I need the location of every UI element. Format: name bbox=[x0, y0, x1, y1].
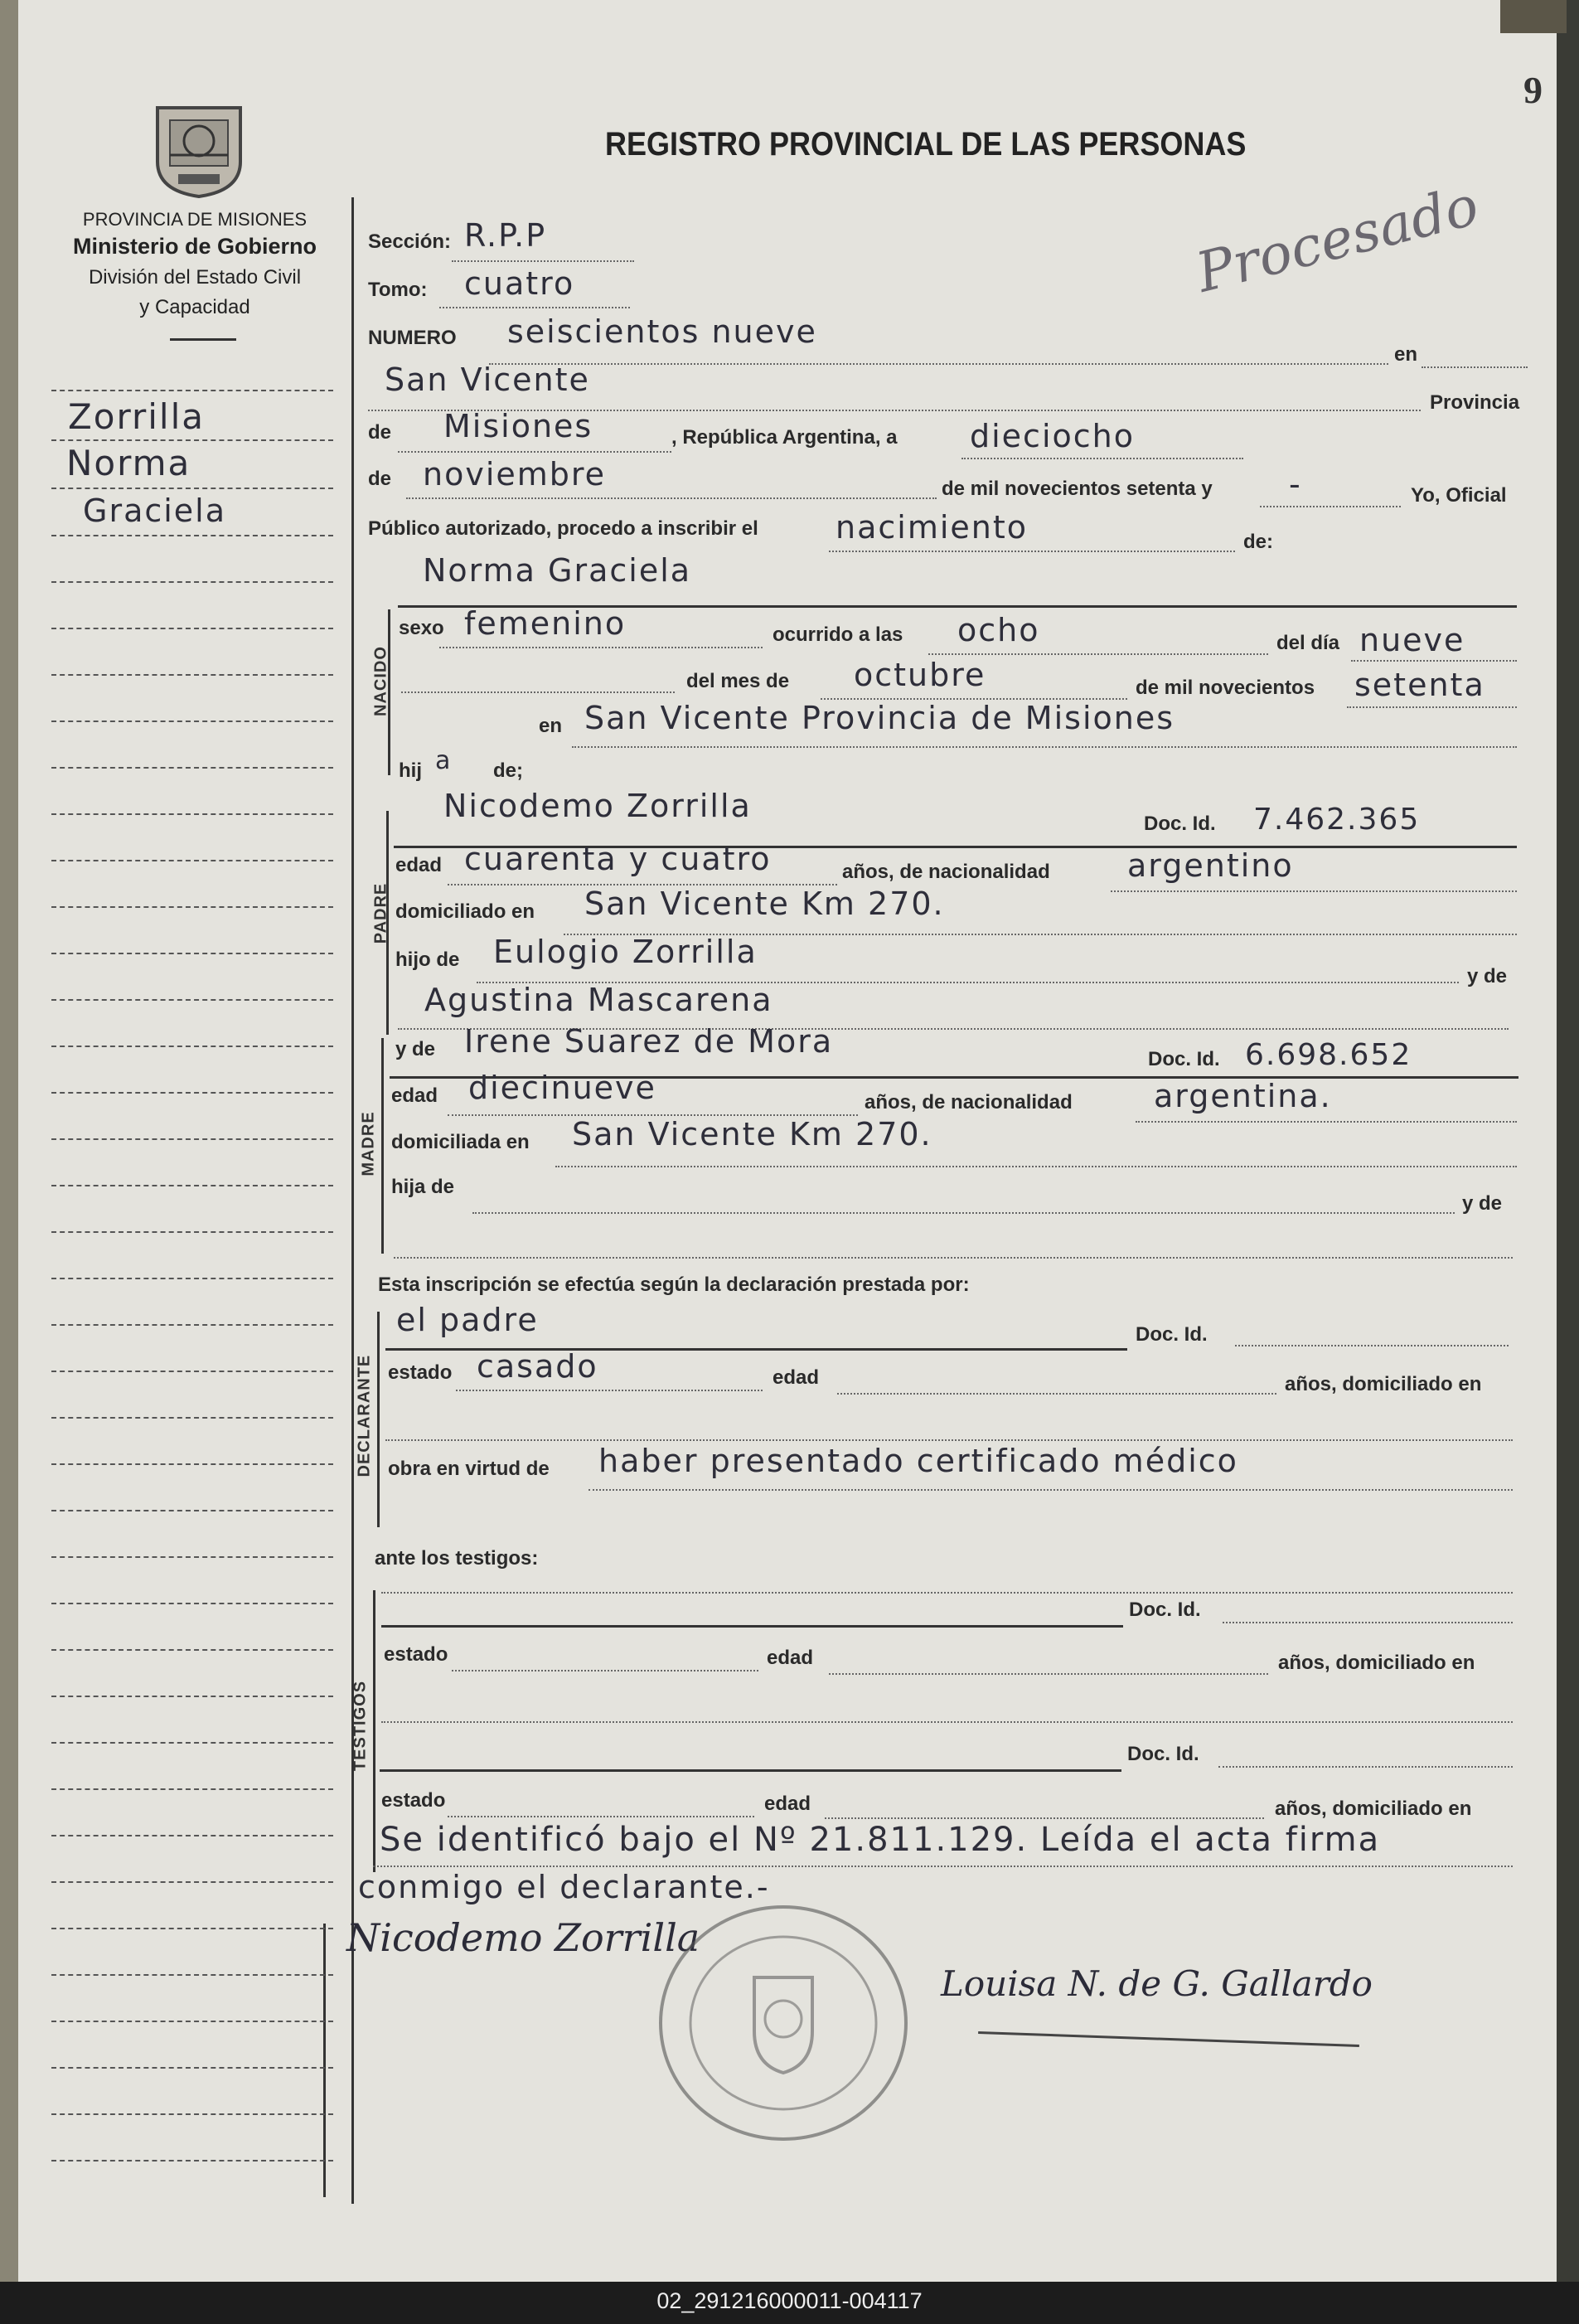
margin-line bbox=[51, 1556, 333, 1558]
processed-annotation: Procesado bbox=[1189, 173, 1485, 305]
value-nombre: Norma Graciela bbox=[423, 552, 692, 589]
line-en bbox=[1422, 366, 1528, 368]
testigos-bracket bbox=[373, 1590, 375, 1872]
org-capacidad: y Capacidad bbox=[139, 296, 250, 318]
value-lugar-nac: San Vicente Provincia de Misiones bbox=[584, 700, 1175, 736]
margin-line bbox=[51, 2067, 333, 2069]
margin-line bbox=[51, 1092, 333, 1094]
line-sexo bbox=[439, 647, 763, 648]
margin-line bbox=[51, 1696, 333, 1697]
line-numero bbox=[489, 363, 1388, 365]
label-del-mes: del mes de bbox=[686, 670, 790, 692]
coat-of-arms-icon bbox=[149, 95, 249, 199]
line-mes-acta bbox=[406, 497, 937, 499]
org-block bbox=[50, 211, 340, 318]
value-anio: setenta bbox=[1354, 667, 1485, 703]
value-padre-dom: San Vicente Km 270. bbox=[584, 885, 945, 922]
line-provincia bbox=[398, 451, 671, 453]
label-hija-de: hija de bbox=[391, 1176, 455, 1198]
label-hija: hij bbox=[399, 759, 422, 782]
label-declaracion: Esta inscripción se efectúa según la declaración prestada por: bbox=[378, 1274, 970, 1296]
margin-line bbox=[51, 2113, 333, 2115]
line-decl-doc bbox=[1235, 1345, 1509, 1346]
margin-line bbox=[51, 2160, 333, 2161]
org-underline bbox=[170, 338, 236, 341]
line-madre-dom bbox=[555, 1166, 1517, 1167]
value-provincia: Misiones bbox=[443, 408, 593, 444]
label-test1-estado: estado bbox=[384, 1643, 448, 1666]
margin-line bbox=[51, 720, 333, 722]
label-test2-edad: edad bbox=[764, 1793, 811, 1815]
label-test2-estado: estado bbox=[381, 1789, 446, 1812]
margin-line bbox=[51, 535, 333, 536]
value-mes-acta: noviembre bbox=[423, 456, 607, 492]
value-abuelo: Eulogio Zorrilla bbox=[493, 934, 758, 970]
line-dia-acta bbox=[961, 458, 1243, 459]
label-test1-edad: edad bbox=[767, 1647, 814, 1669]
line-tipo bbox=[829, 551, 1235, 552]
line-madre-nac bbox=[1136, 1121, 1517, 1123]
label-de-mil: de mil novecientos setenta y bbox=[942, 478, 1213, 500]
label-ocurrido: ocurrido a las bbox=[773, 623, 903, 646]
label-y-de: y de bbox=[1467, 965, 1508, 987]
line-padre-nac bbox=[1111, 890, 1517, 892]
margin-line bbox=[51, 1138, 333, 1140]
line-test2-edad bbox=[825, 1817, 1264, 1819]
book-corner bbox=[1500, 0, 1567, 33]
label-yo-oficial: Yo, Oficial bbox=[1411, 484, 1507, 507]
value-madre-doc: 6.698.652 bbox=[1245, 1038, 1412, 1072]
margin-line bbox=[51, 390, 333, 391]
margin-divider bbox=[351, 197, 354, 2204]
org-ministry: Ministerio de Gobierno bbox=[72, 234, 317, 259]
label-de-mil2: de mil novecientos bbox=[1136, 677, 1315, 699]
value-padre-nombre: Nicodemo Zorrilla bbox=[443, 788, 752, 824]
margin-line bbox=[51, 1928, 333, 1929]
label-padre-doc: Doc. Id. bbox=[1144, 813, 1216, 835]
value-tipo: nacimiento bbox=[836, 509, 1029, 546]
label-de-semi: de; bbox=[493, 759, 523, 782]
margin-line bbox=[51, 1371, 333, 1372]
page-title: REGISTRO PROVINCIAL DE LAS PERSONAS bbox=[605, 126, 1247, 163]
line-seccion bbox=[452, 260, 634, 262]
margin-line bbox=[51, 1603, 333, 1604]
label-madre-yde2: y de bbox=[1462, 1192, 1503, 1215]
margin-line bbox=[51, 488, 333, 489]
madre-bracket bbox=[381, 1038, 384, 1254]
value-mes: octubre bbox=[854, 657, 986, 693]
line-test1-edad bbox=[829, 1673, 1268, 1675]
label-obra: obra en virtud de bbox=[388, 1458, 550, 1480]
label-padre-nac: años, de nacionalidad bbox=[842, 861, 1050, 883]
book-binding bbox=[0, 0, 18, 2282]
line-testigo-pre bbox=[381, 1592, 1513, 1594]
value-madre-dom: San Vicente Km 270. bbox=[572, 1116, 932, 1152]
value-padre-edad: cuarenta y cuatro bbox=[464, 841, 772, 877]
value-obra: haber presentado certificado médico bbox=[598, 1443, 1238, 1479]
margin-line bbox=[51, 1324, 333, 1326]
line-obra bbox=[588, 1489, 1513, 1491]
org-division: División del Estado Civil bbox=[88, 266, 302, 289]
margin-line bbox=[51, 953, 333, 954]
rule-test2 bbox=[380, 1769, 1121, 1772]
label-test1-doc: Doc. Id. bbox=[1129, 1599, 1201, 1621]
label-padre-dom: domiciliado en bbox=[395, 900, 535, 923]
margin-line bbox=[51, 1649, 333, 1651]
value-padre-doc: 7.462.365 bbox=[1253, 803, 1421, 837]
line-tomo bbox=[439, 307, 630, 308]
signature-declarante: Nicodemo Zorrilla bbox=[346, 1915, 700, 1960]
label-de-colon: de: bbox=[1243, 531, 1273, 553]
line-hora bbox=[928, 653, 1268, 655]
margin-line bbox=[51, 813, 333, 815]
label-madre-edad: edad bbox=[391, 1084, 438, 1107]
value-hora: ocho bbox=[957, 612, 1040, 648]
line-test1-estado bbox=[452, 1670, 758, 1671]
section-label-nacido: NACIDO bbox=[371, 646, 390, 716]
value-abuela: Agustina Mascarena bbox=[424, 982, 773, 1018]
section-label-madre: MADRE bbox=[359, 1111, 378, 1177]
section-label-declarante: DECLARANTE bbox=[355, 1354, 374, 1477]
official-stamp-icon bbox=[651, 1886, 916, 2152]
value-padre-nac: argentino bbox=[1127, 847, 1294, 884]
margin-divider-lower bbox=[323, 1924, 326, 2197]
label-de-mes: de bbox=[368, 468, 392, 490]
label-decl-doc: Doc. Id. bbox=[1136, 1323, 1208, 1346]
value-madre-edad: diecinueve bbox=[468, 1070, 656, 1106]
label-numero: NUMERO bbox=[368, 327, 457, 349]
margin-line bbox=[51, 1881, 333, 1883]
margin-line bbox=[51, 1417, 333, 1419]
line-test2-estado bbox=[448, 1816, 754, 1817]
margin-line bbox=[51, 1788, 333, 1790]
margin-line bbox=[51, 999, 333, 1001]
label-de: de bbox=[368, 421, 392, 444]
value-lugar: San Vicente bbox=[385, 361, 590, 398]
margin-line bbox=[51, 1046, 333, 1047]
label-madre-doc: Doc. Id. bbox=[1148, 1048, 1220, 1070]
label-test2-dom: años, domiciliado en bbox=[1275, 1798, 1472, 1820]
line-note1 bbox=[373, 1866, 1513, 1867]
margin-firstname: Norma bbox=[66, 443, 191, 483]
label-test1-dom: años, domiciliado en bbox=[1278, 1652, 1475, 1674]
value-sexo: femenino bbox=[464, 605, 627, 642]
value-madre-nac: argentina. bbox=[1154, 1078, 1332, 1114]
line-anio-acta bbox=[1260, 506, 1401, 507]
label-ante: ante los testigos: bbox=[375, 1547, 539, 1570]
signature-oficial: Louisa N. de G. Gallardo bbox=[941, 1963, 1373, 2004]
margin-line bbox=[51, 674, 333, 676]
margin-line bbox=[51, 1510, 333, 1511]
page-number: 9 bbox=[1523, 69, 1543, 111]
margin-line bbox=[51, 628, 333, 629]
line-lugar-nac bbox=[572, 746, 1517, 748]
margin-surname: Zorrilla bbox=[68, 396, 206, 437]
label-tomo: Tomo: bbox=[368, 279, 428, 301]
note-line1: Se identificó bajo el Nº 21.811.129. Leída el acta firma bbox=[380, 1821, 1381, 1859]
margin-line bbox=[51, 767, 333, 769]
margin-line bbox=[51, 581, 333, 583]
margin-line bbox=[51, 860, 333, 861]
label-seccion: Sección: bbox=[368, 230, 452, 253]
label-en-lugar: en bbox=[539, 715, 563, 737]
value-seccion: R.P.P bbox=[464, 217, 547, 254]
section-label-padre: PADRE bbox=[371, 882, 390, 944]
value-dia: nueve bbox=[1359, 622, 1465, 658]
line-decl-dom bbox=[385, 1439, 1513, 1441]
label-sexo: sexo bbox=[399, 617, 444, 639]
value-numero: seiscientos nueve bbox=[507, 313, 817, 350]
margin-line bbox=[51, 1742, 333, 1744]
declarante-bracket bbox=[377, 1312, 380, 1527]
label-hijo-de: hijo de bbox=[395, 949, 460, 971]
label-madre-yde: y de bbox=[395, 1038, 436, 1060]
label-republica: , República Argentina, a bbox=[671, 426, 898, 449]
label-decl-dom: años, domiciliado en bbox=[1285, 1373, 1482, 1395]
value-anio-acta: - bbox=[1289, 466, 1302, 502]
value-hija-sufijo: a bbox=[435, 746, 453, 775]
value-estado: casado bbox=[477, 1348, 598, 1385]
value-declarante: el padre bbox=[396, 1302, 539, 1338]
label-provincia: Provincia bbox=[1430, 391, 1520, 414]
section-label-testigos: TESTIGOS bbox=[351, 1680, 370, 1772]
value-dia-acta: dieciocho bbox=[970, 418, 1135, 454]
label-decl-edad: edad bbox=[773, 1366, 820, 1389]
line-hija-de bbox=[472, 1212, 1455, 1214]
value-tomo: cuatro bbox=[464, 265, 575, 302]
margin-line bbox=[51, 906, 333, 908]
line-test1-doc bbox=[1223, 1622, 1513, 1623]
margin-line bbox=[51, 1974, 333, 1976]
margin-line bbox=[51, 1185, 333, 1186]
margin-line bbox=[51, 1835, 333, 1836]
margin-line bbox=[51, 2021, 333, 2022]
label-decl-estado: estado bbox=[388, 1361, 453, 1384]
margin-line bbox=[51, 1278, 333, 1279]
label-del-dia: del día bbox=[1276, 632, 1340, 654]
line-estado bbox=[456, 1390, 763, 1391]
label-test2-doc: Doc. Id. bbox=[1127, 1743, 1199, 1765]
margin-line bbox=[51, 439, 333, 441]
line-decl-edad bbox=[837, 1393, 1276, 1395]
footer-id: 02_291216000011-004117 bbox=[656, 2288, 923, 2313]
rule-test1 bbox=[381, 1625, 1123, 1628]
label-en: en bbox=[1394, 343, 1418, 366]
margin-line bbox=[51, 1463, 333, 1465]
margin-line bbox=[51, 1231, 333, 1233]
label-padre-edad: edad bbox=[395, 854, 443, 876]
margin-secondname: Graciela bbox=[83, 492, 227, 529]
note-line2: conmigo el declarante.- bbox=[358, 1869, 770, 1905]
org-province: PROVINCIA DE MISIONES bbox=[82, 209, 308, 230]
line-test2-doc bbox=[1218, 1766, 1513, 1768]
label-publico: Público autorizado, procedo a inscribir el bbox=[368, 517, 758, 540]
label-madre-nac: años, de nacionalidad bbox=[865, 1091, 1073, 1113]
line-anio bbox=[1347, 706, 1517, 708]
line-test1-dom bbox=[381, 1721, 1513, 1723]
line-dia bbox=[1351, 660, 1517, 662]
line-abuela-madre bbox=[394, 1257, 1513, 1259]
value-madre-nombre: Irene Suarez de Mora bbox=[464, 1023, 834, 1060]
label-madre-dom: domiciliada en bbox=[391, 1131, 530, 1153]
line-pre-mes bbox=[401, 691, 675, 693]
